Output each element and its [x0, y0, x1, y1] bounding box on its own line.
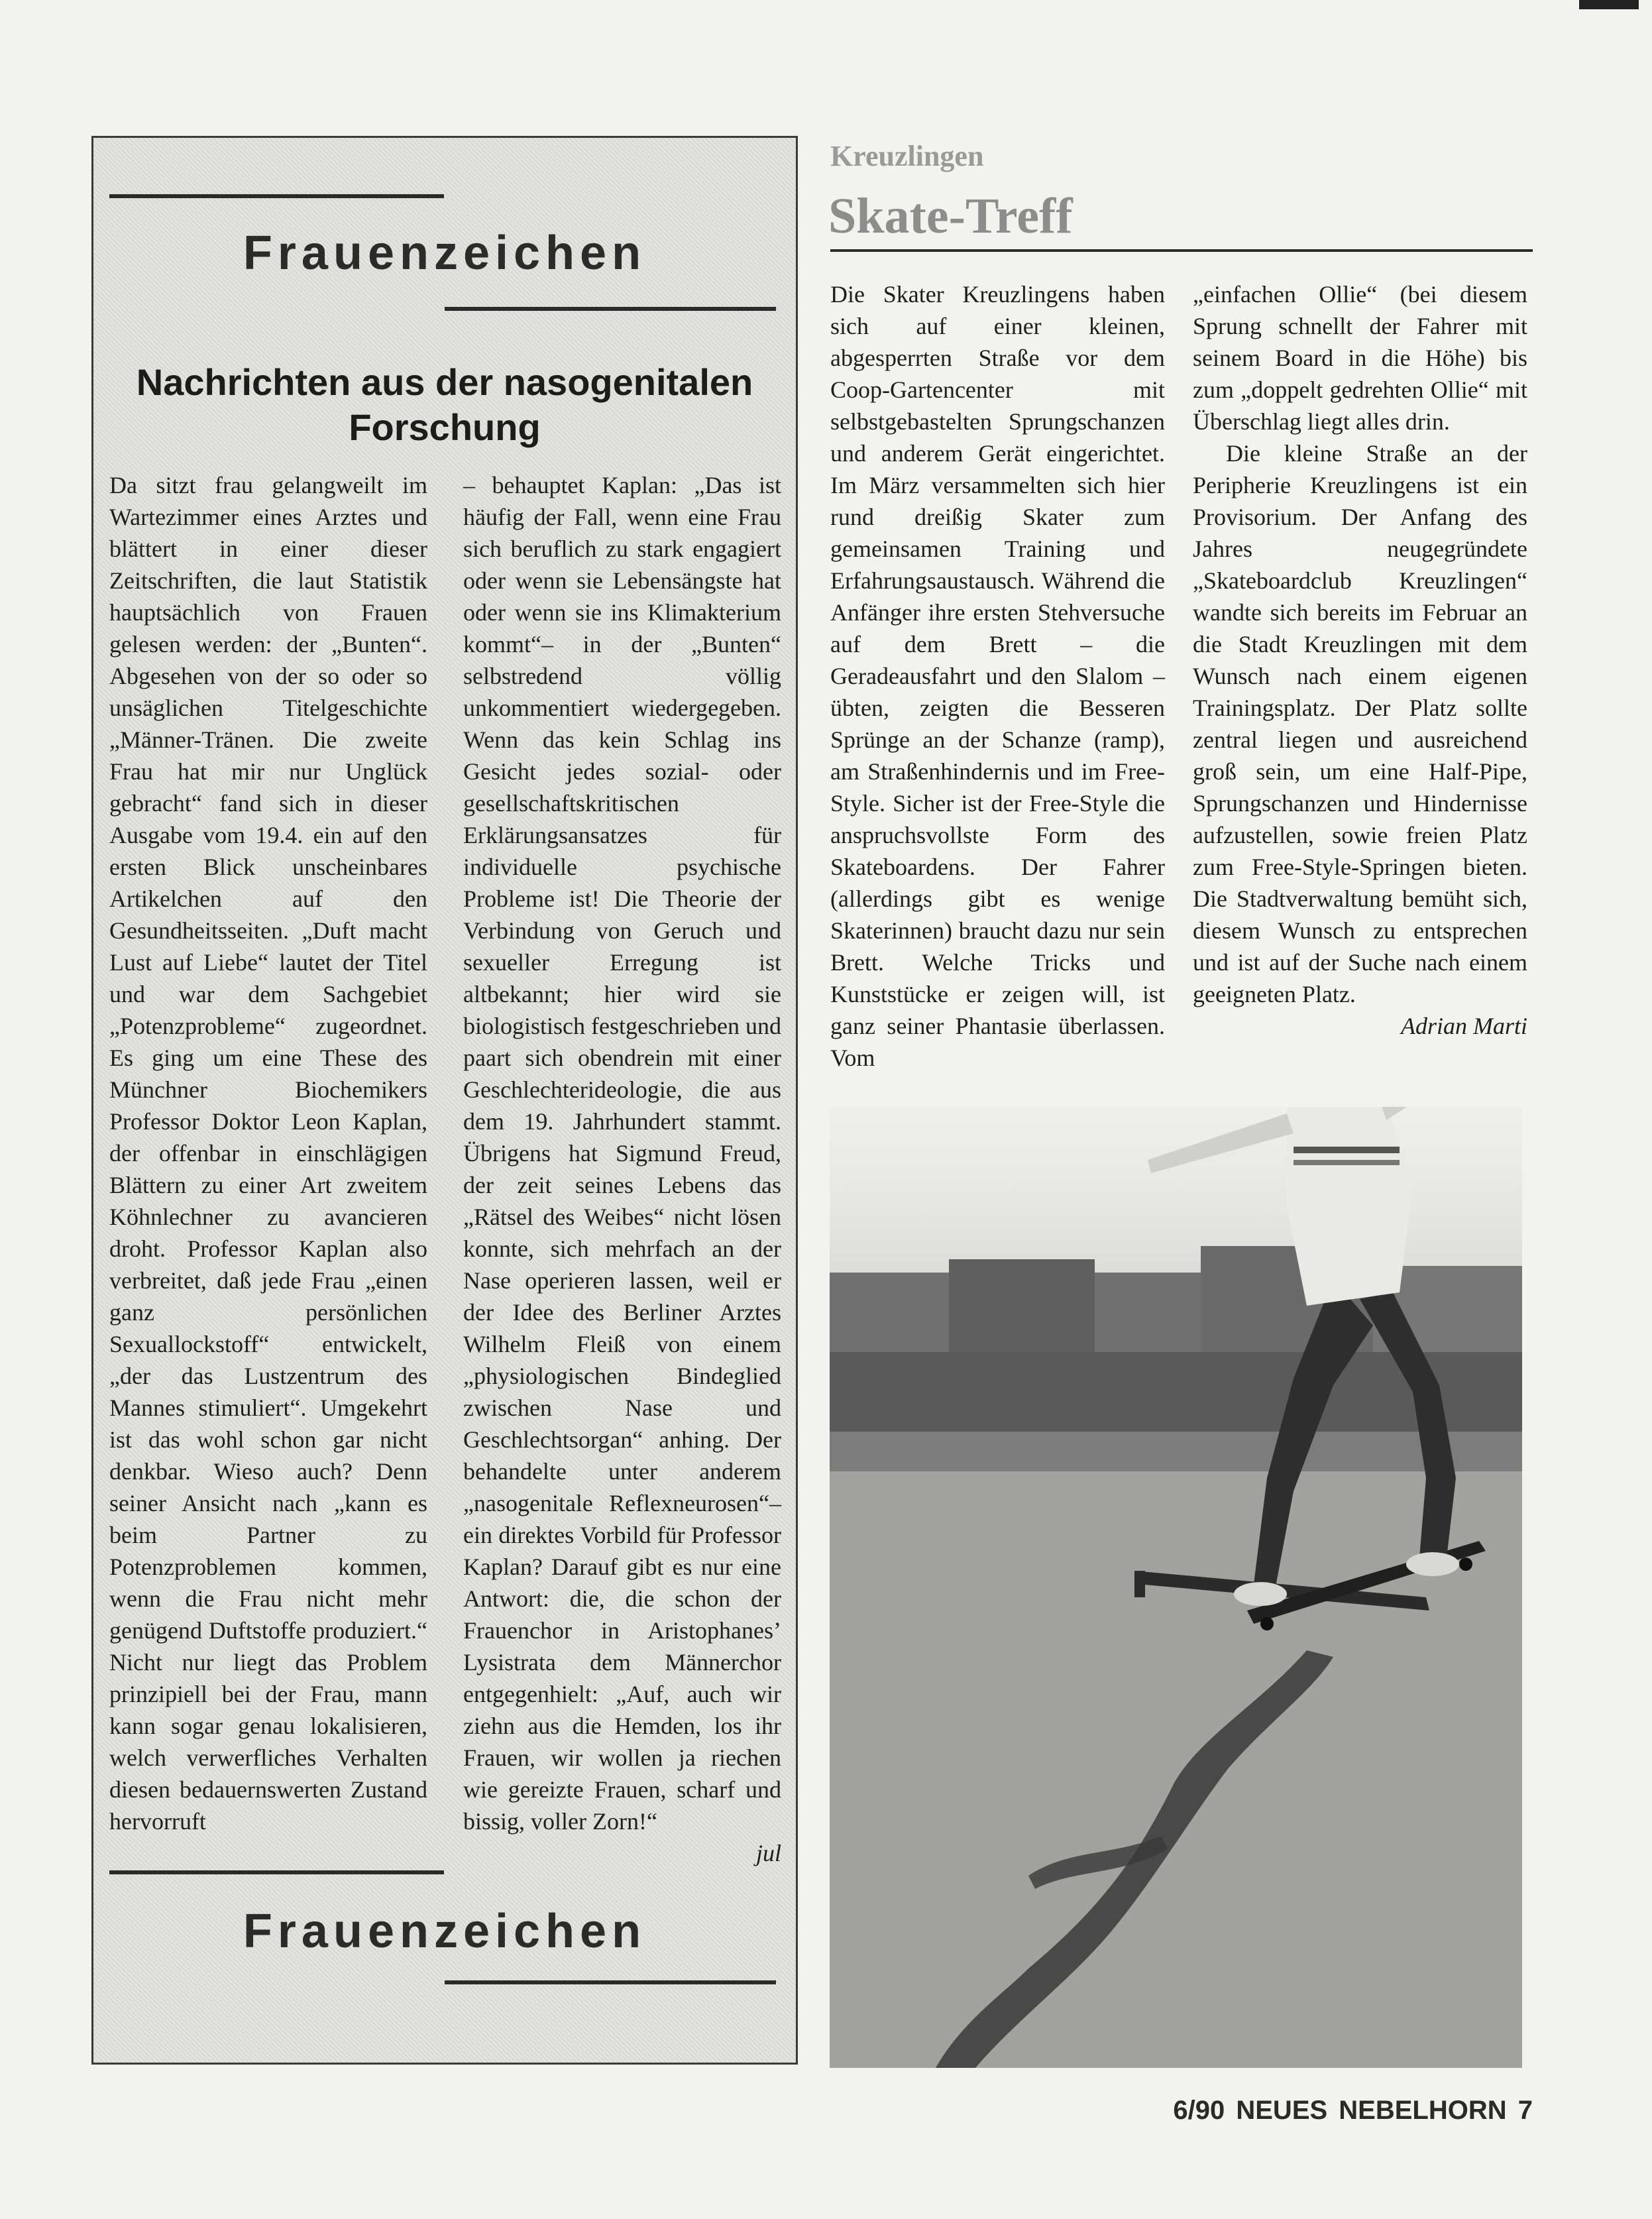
divider-rule — [445, 307, 776, 311]
frauenzeichen-box — [91, 136, 798, 2065]
skate-paragraph: „einfachen Ollie“ (bei diesem Sprung schnellt der Fahrer mit seinem Board in die Höhe) bis zum „doppelt gedrehten Ollie“ mit Überschlag liegt alles drin. — [1193, 281, 1527, 435]
article-author: Adrian Marti — [1400, 1013, 1527, 1039]
skateboarder-photo-icon — [830, 1107, 1522, 2068]
divider-rule — [445, 1980, 776, 1984]
article-column-2-text: – behauptet Kaplan: „Das ist häufig der Fall, wenn eine Frau sich beruflich zu stark engagiert oder wenn sie Lebensängste hat oder wenn sie ins Klimakterium kommt“– in der „Bunten“ selbstredend völlig unkommentiert wiedergegeben. Wenn das kein Schlag ins Gesicht jedes sozial- oder gesellschaftskritischen Erklärungsansatzes für individuelle psychische Probleme ist! Die Theorie der Verbindung von Geruch und sexueller Erregung ist altbekannt; hier wird sie biologistisch festgeschrieben und paart sich obendrein mit einer Geschlechterideologie, die aus dem 19. Jahrhundert stammt. Übrigens hat Sigmund Freud, der zeit seines Lebens das „Rätsel des Weibes“ nicht lösen konnte, sich mehrfach an der Nase operieren lassen, weil er der Idee des Berliner Arztes Wilhelm Fleiß von einem „physiologischen Bindeglied zwischen Nase und Geschlechtsorgan“ anhing. Der behandelte unter anderem „nasogenitale Reflexneurosen“– ein direktes Vorbild für Professor Kaplan? Darauf gibt es nur eine Antwort: die, die schon der Frauenchor in Aristophanes’ Lysistrata dem Männerchor entgegenhielt: „Auf, auch wir ziehn aus die Hemden, los ihr Frauen, wir wollen ja riechen wie gereizte Frauen, scharf und bissig, voller Zorn!“ — [463, 472, 781, 1835]
skate-paragraph: Die kleine Straße an der Peripherie Kreuzlingens ist ein Provisorium. Der Anfang des Jahres neugegründete „Skateboardclub Kreuzlingen“ wandte sich bereits im Februar an die Stadt Kreuzlingen mit dem Wunsch nach einem eigenen Trainingsplatz. Der Platz sollte zentral liegen und ausreichend groß sein, um eine Half-Pipe, Sprungschanzen und Hindernisse aufzustellen, sowie freien Platz zum Free-Style-Springen bieten. Die Stadtverwaltung bemüht sich, diesem Wunsch zu entsprechen und ist auf der Suche nach einem geeigneten Platz. — [1193, 440, 1527, 1007]
article-headline: Nachrichten aus der nasogenitalen Forschung — [136, 361, 753, 448]
divider-rule — [109, 194, 444, 198]
divider-rule — [109, 1870, 444, 1874]
article-column-2 — [463, 469, 781, 1869]
page-footer — [1173, 2096, 1533, 2126]
skate-column-2 — [1193, 278, 1527, 1042]
article-column-1: Da sitzt frau gelangweilt im Wartezimmer eines Arztes und blättert in einer dieser Zeitschriften, die laut Statistik hauptsächlich von Frauen gelesen werden: der „Bunten“. Abgesehen von der so oder so unsäglichen Titelgeschichte „Männer-Tränen. Die zweite Frau hat mir nur Unglück gebracht“ fand sich in dieser Ausgabe vom 19.4. ein auf den ersten Blick unscheinbares Artikelchen auf den Gesundheitsseiten. „Duft macht Lust auf Liebe“ lautet der Titel und war dem Sachgebiet „Potenzprobleme“ zugeordnet. Es ging um eine These des Münchner Biochemikers Professor Doktor Leon Kaplan, der offenbar in einschlägigen Blättern zu einer Art zweitem Köhnlechner zu avancieren droht. Professor Kaplan also verbreitet, daß jede Frau „einen ganz persönlichen Sexuallockstoff“ entwickelt, „der das Lustzentrum des Mannes stimuliert“. Umgekehrt ist das wohl schon gar nicht denkbar. Wieso auch? Denn seiner Ansicht nach „kann es beim Partner zu Potenzproblemen kommen, wenn die Frau nicht mehr genügend Duftstoffe produziert.“ Nicht nur liegt das Problem prinzipiell bei der Frau, mann kann sogar genau lokalisieren, welch verwerfliches Verhalten diesen bedauernswerten Zustand hervorruft — [109, 472, 427, 1835]
skate-paragraph: Die Skater Kreuzlingens haben sich auf einer kleinen, abgesperrten Straße vor dem Coop-Gartencenter mit selbstgebastelten Sprungschanzen und anderem Gerät eingerichtet. Im März versammelten sich hier rund dreißig Skater zum gemeinsamen Training und Erfahrungsaustausch. Während die Anfänger ihre ersten Stehversuche auf dem Brett – die Geradeausfahrt und den Slalom – übten, zeigten die Besseren Sprünge an der Schanze (ramp), am Straßenhindernis und im Free-Style. Sicher ist der Free-Style die anspruchsvollste Form des Skateboardens. Der Fahrer (allerdings gibt es wenige Skaterinnen) braucht dazu nur sein Brett. Welche Tricks und Kunststücke er zeigen will, ist ganz seiner Phantasie überlassen. Vom — [830, 281, 1165, 1071]
column-banner: Frauenzeichen — [243, 227, 647, 280]
page-corner-mark — [1579, 0, 1639, 9]
page-number: 7 — [1517, 2096, 1533, 2125]
headline-rule — [830, 249, 1533, 252]
skate-column-1 — [830, 278, 1165, 1074]
article-kicker: Kreuzlingen — [830, 140, 984, 172]
skateboarder-photo — [830, 1107, 1522, 2068]
article-headline-skate: Skate-Treff — [828, 188, 1073, 244]
column-banner-bottom: Frauenzeichen — [243, 1905, 647, 1958]
issue-number: 6/90 — [1173, 2096, 1225, 2125]
publication-name: NEUES NEBELHORN — [1236, 2096, 1507, 2125]
article-signature: jul — [755, 1840, 781, 1866]
